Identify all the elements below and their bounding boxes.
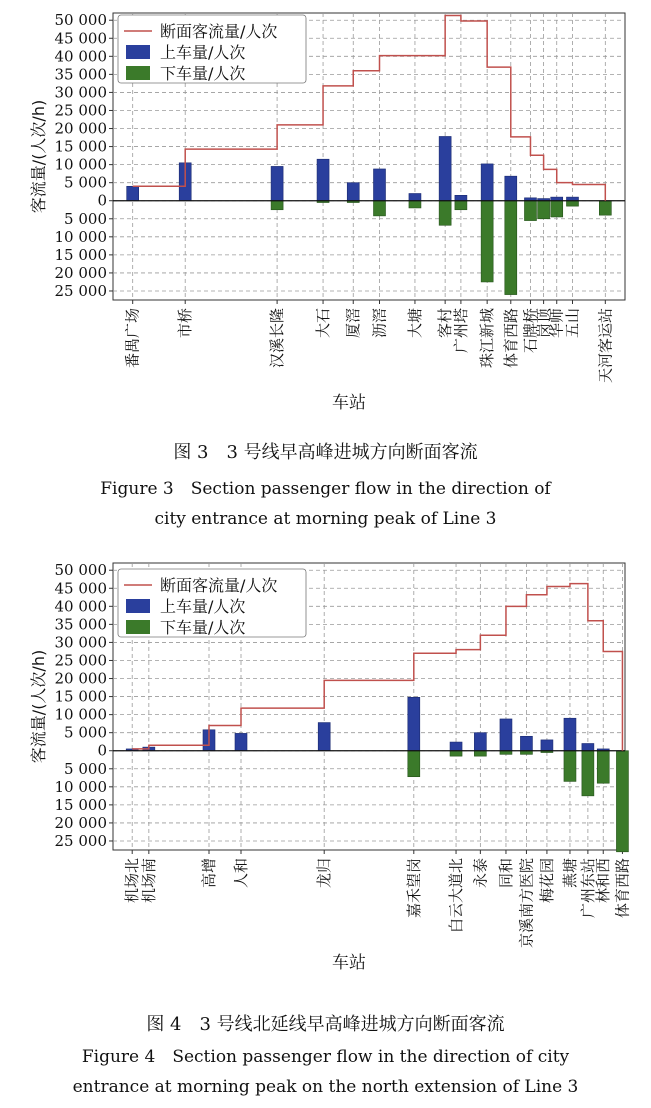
- station-label: 市桥: [176, 308, 195, 339]
- station-label: 广州东站: [578, 858, 597, 919]
- station-label: 大石: [314, 308, 333, 339]
- y-tick-label: 35 000: [54, 615, 107, 634]
- y-tick-label: 15 000: [54, 245, 107, 264]
- y-tick-label: 25 000: [54, 831, 107, 850]
- y-tick-label: 5 000: [64, 759, 107, 778]
- y-tick-label: 0: [97, 741, 107, 760]
- boarding-bar: [318, 723, 330, 751]
- boarding-bar: [409, 194, 421, 201]
- station-label: 林和西: [594, 858, 613, 904]
- station-label: 体育西路: [613, 858, 632, 919]
- y-tick-label: 25 000: [54, 101, 107, 120]
- boarding-bar: [505, 176, 517, 201]
- station-label: 同和: [496, 858, 515, 889]
- boarding-bar: [520, 736, 532, 750]
- boarding-bar: [582, 744, 594, 751]
- station-label: 体育西路: [501, 308, 520, 369]
- boarding-bar: [374, 169, 386, 201]
- station-label: 石牌桥: [521, 308, 540, 354]
- y-tick-label: 35 000: [54, 65, 107, 84]
- y-axis-label: 客流量/(人次/h): [29, 649, 48, 764]
- station-label: 永泰: [471, 858, 490, 889]
- figure-4-caption-en-line1: Figure 4 Section passenger flow in the direction of city: [81, 1047, 570, 1067]
- figure-4-caption-cn: 图 4 3 号线北延线早高峰进城方向断面客流: [146, 1014, 505, 1035]
- station-label: 机场北: [123, 858, 142, 904]
- alighting-bar: [481, 201, 493, 282]
- y-tick-label: 40 000: [54, 47, 107, 66]
- y-tick-label: 25 000: [54, 651, 107, 670]
- y-tick-label: 50 000: [54, 561, 107, 580]
- y-tick-label: 20 000: [54, 813, 107, 832]
- alighting-bar: [564, 751, 576, 782]
- x-axis-label: 车站: [332, 393, 366, 413]
- legend-label: 断面客流量/人次: [160, 22, 278, 41]
- alighting-bar: [524, 201, 536, 221]
- boarding-bar: [271, 166, 283, 200]
- legend-swatch-boarding: [126, 45, 150, 59]
- figure-3-caption-cn: 图 3 3 号线早高峰进城方向断面客流: [173, 442, 478, 463]
- station-label: 番禺广场: [123, 308, 142, 369]
- alighting-bar: [455, 201, 467, 210]
- y-tick-label: 10 000: [54, 777, 107, 796]
- y-tick-label: 15 000: [54, 795, 107, 814]
- alighting-bar: [505, 201, 517, 295]
- chart-figure-4: [0, 550, 651, 990]
- y-tick-label: 10 000: [54, 155, 107, 174]
- station-label: 人和: [232, 858, 250, 889]
- station-label: 高增: [200, 858, 218, 889]
- legend-label: 上车量/人次: [160, 43, 246, 62]
- figure-3-caption-en-line2: city entrance at morning peak of Line 3: [154, 509, 497, 529]
- chart-figure-3: [0, 0, 651, 430]
- y-tick-label: 45 000: [54, 579, 107, 598]
- legend-label: 上车量/人次: [160, 597, 246, 616]
- y-tick-label: 5 000: [64, 723, 107, 742]
- boarding-bar: [235, 733, 247, 750]
- boarding-bar: [481, 164, 493, 201]
- alighting-bar: [439, 201, 451, 226]
- y-tick-label: 5 000: [64, 173, 107, 192]
- boarding-bar: [408, 697, 420, 750]
- y-axis-label: 客流量/(人次/h): [29, 99, 48, 214]
- alighting-bar: [582, 751, 594, 796]
- station-label: 沥滘: [370, 308, 389, 339]
- x-axis-label: 车站: [332, 953, 366, 973]
- boarding-bar: [439, 136, 451, 200]
- alighting-bar: [551, 201, 563, 217]
- alighting-bar: [474, 751, 486, 756]
- boarding-bar: [474, 733, 486, 751]
- y-tick-label: 25 000: [54, 281, 107, 300]
- y-tick-label: 20 000: [54, 669, 107, 688]
- station-label: 珠江新城: [478, 308, 497, 369]
- y-tick-label: 20 000: [54, 263, 107, 282]
- alighting-bar: [271, 201, 283, 210]
- legend-swatch-alighting: [126, 620, 150, 634]
- station-label: 厦滘: [344, 308, 363, 339]
- station-label: 机场南: [139, 858, 158, 904]
- y-tick-label: 15 000: [54, 687, 107, 706]
- alighting-bar: [599, 201, 611, 215]
- alighting-bar: [409, 201, 421, 208]
- legend-label: 断面客流量/人次: [160, 576, 278, 595]
- station-label: 梅花园: [537, 858, 556, 904]
- station-label: 汉溪长隆: [268, 308, 287, 369]
- station-label: 燕塘: [560, 858, 579, 889]
- legend-label: 下车量/人次: [160, 64, 246, 83]
- figure-3-caption-en-line1: Figure 3 Section passenger flow in the direction of: [100, 479, 551, 499]
- station-label: 白云大道北: [447, 858, 466, 934]
- boarding-bar: [127, 186, 139, 200]
- boarding-bar: [500, 719, 512, 751]
- legend-swatch-boarding: [126, 599, 150, 613]
- station-label: 广州塔: [451, 308, 470, 354]
- alighting-bar: [408, 751, 420, 777]
- alighting-bar: [597, 751, 609, 783]
- station-label: 五山: [563, 308, 582, 339]
- y-tick-label: 0: [97, 191, 107, 210]
- alighting-bar: [616, 751, 628, 852]
- station-label: 天河客运站: [596, 308, 615, 384]
- alighting-bar: [374, 201, 386, 216]
- station-label: 华师: [547, 308, 566, 339]
- boarding-bar: [564, 718, 576, 750]
- station-label: 客村: [436, 308, 455, 339]
- alighting-bar: [450, 751, 462, 756]
- legend-label: 下车量/人次: [160, 618, 246, 637]
- y-tick-label: 30 000: [54, 83, 107, 102]
- alighting-bar: [538, 201, 550, 219]
- figure-4-caption-en-line2: entrance at morning peak on the north extension of Line 3: [72, 1077, 579, 1097]
- boarding-bar: [317, 159, 329, 201]
- y-tick-label: 50 000: [54, 11, 107, 30]
- alighting-bar: [566, 201, 578, 206]
- boarding-bar: [541, 740, 553, 751]
- boarding-bar: [450, 742, 462, 751]
- y-tick-label: 10 000: [54, 227, 107, 246]
- legend-swatch-alighting: [126, 66, 150, 80]
- y-tick-label: 5 000: [64, 209, 107, 228]
- y-tick-label: 10 000: [54, 705, 107, 724]
- boarding-bar: [347, 183, 359, 201]
- y-tick-label: 15 000: [54, 137, 107, 156]
- station-label: 岗顶: [534, 308, 553, 339]
- boarding-bar: [455, 195, 467, 200]
- station-label: 嘉禾望岗: [404, 858, 423, 919]
- station-label: 大塘: [405, 308, 424, 339]
- station-label: 龙归: [315, 858, 334, 889]
- station-label: 京溪南方医院: [517, 858, 536, 949]
- y-tick-label: 40 000: [54, 597, 107, 616]
- y-tick-label: 20 000: [54, 119, 107, 138]
- y-tick-label: 45 000: [54, 29, 107, 48]
- y-tick-label: 30 000: [54, 633, 107, 652]
